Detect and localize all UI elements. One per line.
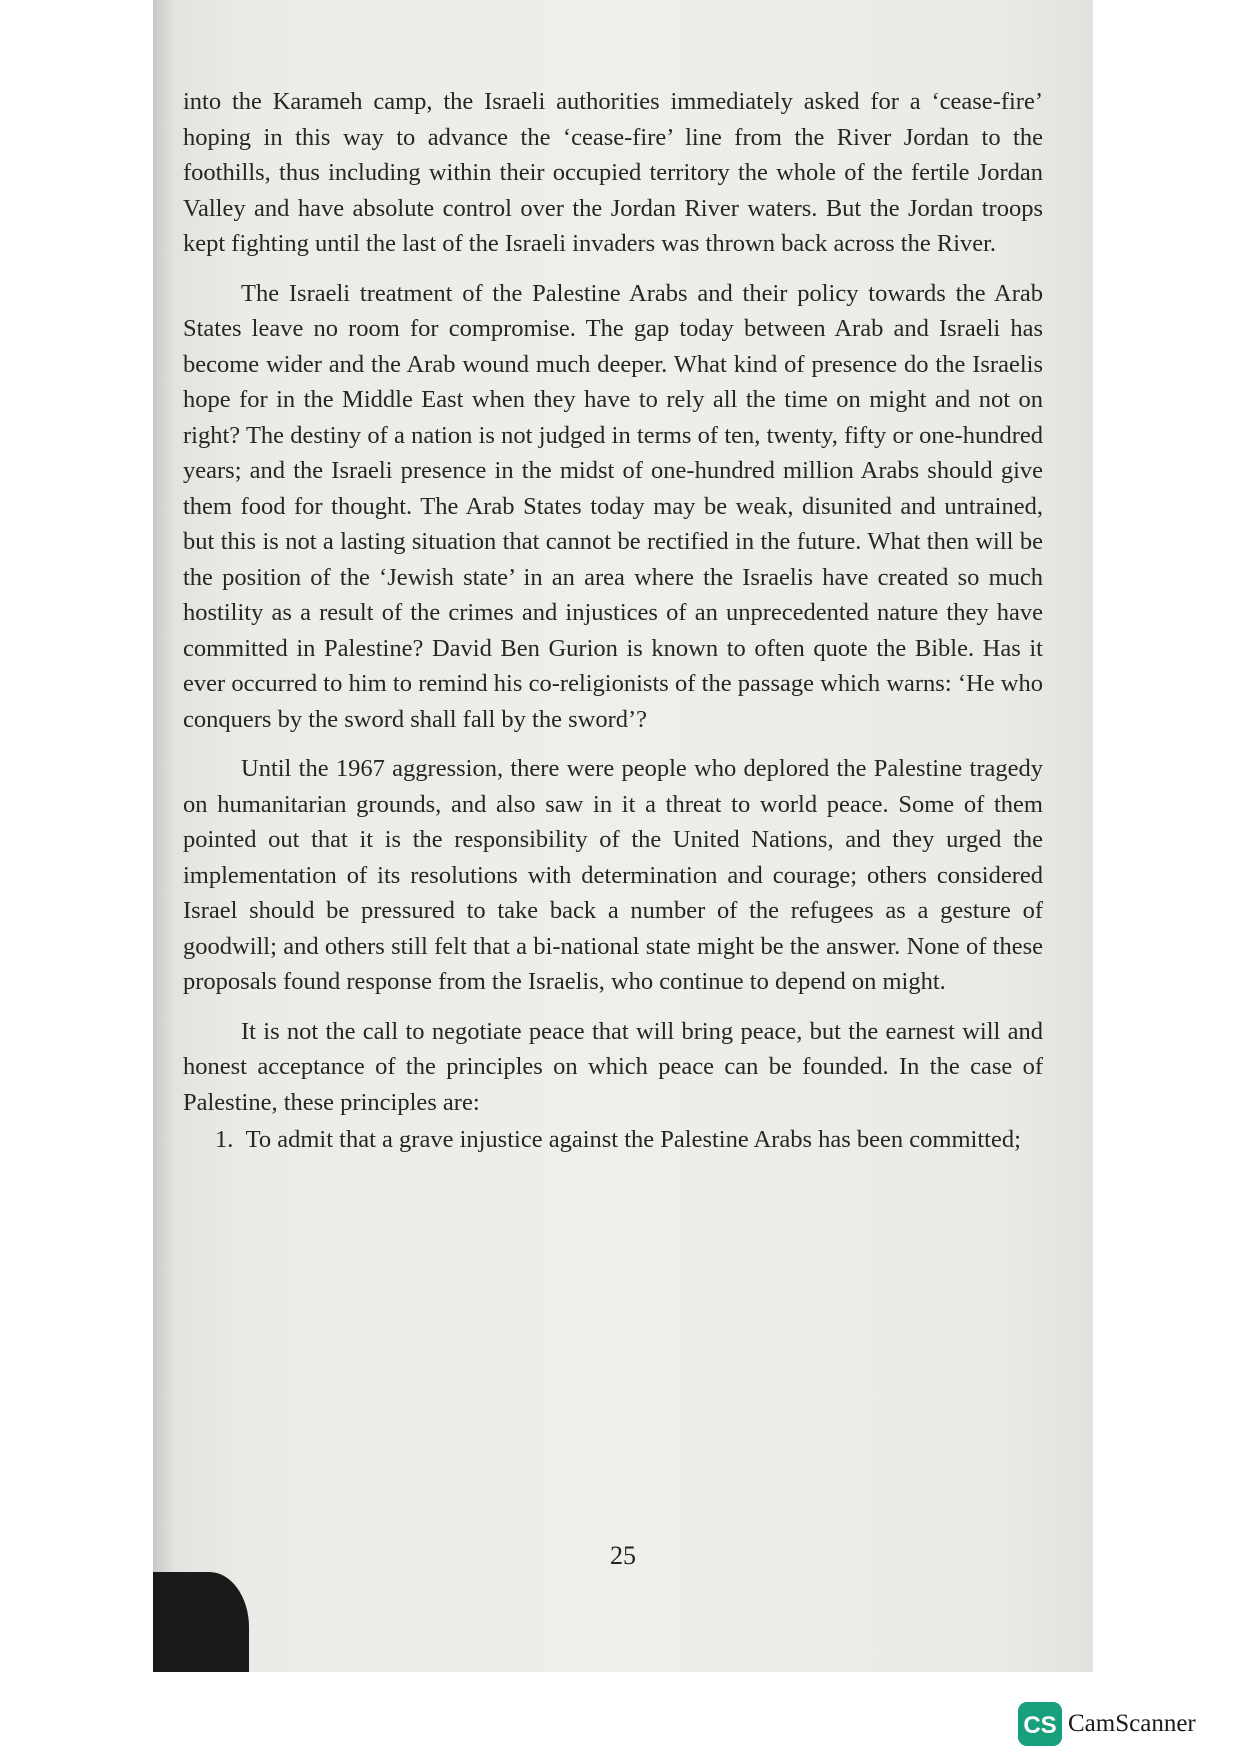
paragraph-1: into the Karameh camp, the Israeli authorities immediately asked for a ‘cease-fire’ hoping in this way to advance the ‘cease-fire’ line from the River Jordan to the foothills, thus including within their occupied territory the whole of the fertile Jordan Valley and have absolute control over the Jordan River waters. But the Jordan troops kept fighting until the last of the Israeli invaders was thrown back across the River. [183,88,1043,257]
thumb-shadow [153,1572,249,1672]
paragraph-2: The Israeli treatment of the Palestine Arabs and their policy towards the Arab States leave no room for compromise. The gap today between Arab and Israeli has become wider and the Arab wound much deeper. What kind of presence do the Israelis hope for in the Middle East when they have to rely all the time on might and not on right? The destiny of a nation is not judged in terms of ten, twenty, fifty or one-hundred years; and the Israeli presence in the midst of one-hundred million Arabs should give them food for thought. The Arab States today may be weak, disunited and untrained, but this is not a lasting situation that cannot be rectified in the future. What then will be the position of the ‘Jewish state’ in an area where the Israelis have created so much hostility as a result of the crimes and injustices of an unprecedented nature they have committed in Palestine? David Ben Gurion is known to often quote the Bible. Has it ever occurred to him to remind his co-religionists of the passage which warns: ‘He who conquers by the sword shall fall by the sword’? [183,279,1043,733]
camscanner-brand: CamScanner [1068,1710,1196,1737]
logo-text: CS [1023,1712,1057,1739]
book-page [153,0,1093,1672]
paragraph-4: It is not the call to negotiate peace that will bring peace, but the earnest will and honest acceptance of the principles on which peace can be founded. In the case of Palestine, these principles are: [183,1017,1043,1116]
list-item-text: To admit that a grave injustice against the Palestine Arabs has been committed; [245,1126,1021,1153]
body-text [183,84,1043,1158]
camscanner-watermark [1018,1700,1196,1748]
list-item-number: 1. [215,1126,234,1153]
binding-shadow [153,0,175,1672]
camscanner-logo-icon [1018,1702,1062,1746]
paragraph-3: Until the 1967 aggression, there were people who deplored the Palestine tragedy on humanitarian grounds, and also saw in it a threat to world peace. Some of them pointed out that it is the responsibility of the United Nations, and they urged the implementation of its resolutions with determination and courage; others considered Israel should be pressured to take back a number of the refugees as a gesture of goodwill; and others still felt that a bi-national state might be the answer. None of these proposals found response from the Israelis, who continue to depend on might. [183,755,1043,995]
principle-list-item [183,1122,1043,1158]
page-number: 25 [610,1541,636,1570]
